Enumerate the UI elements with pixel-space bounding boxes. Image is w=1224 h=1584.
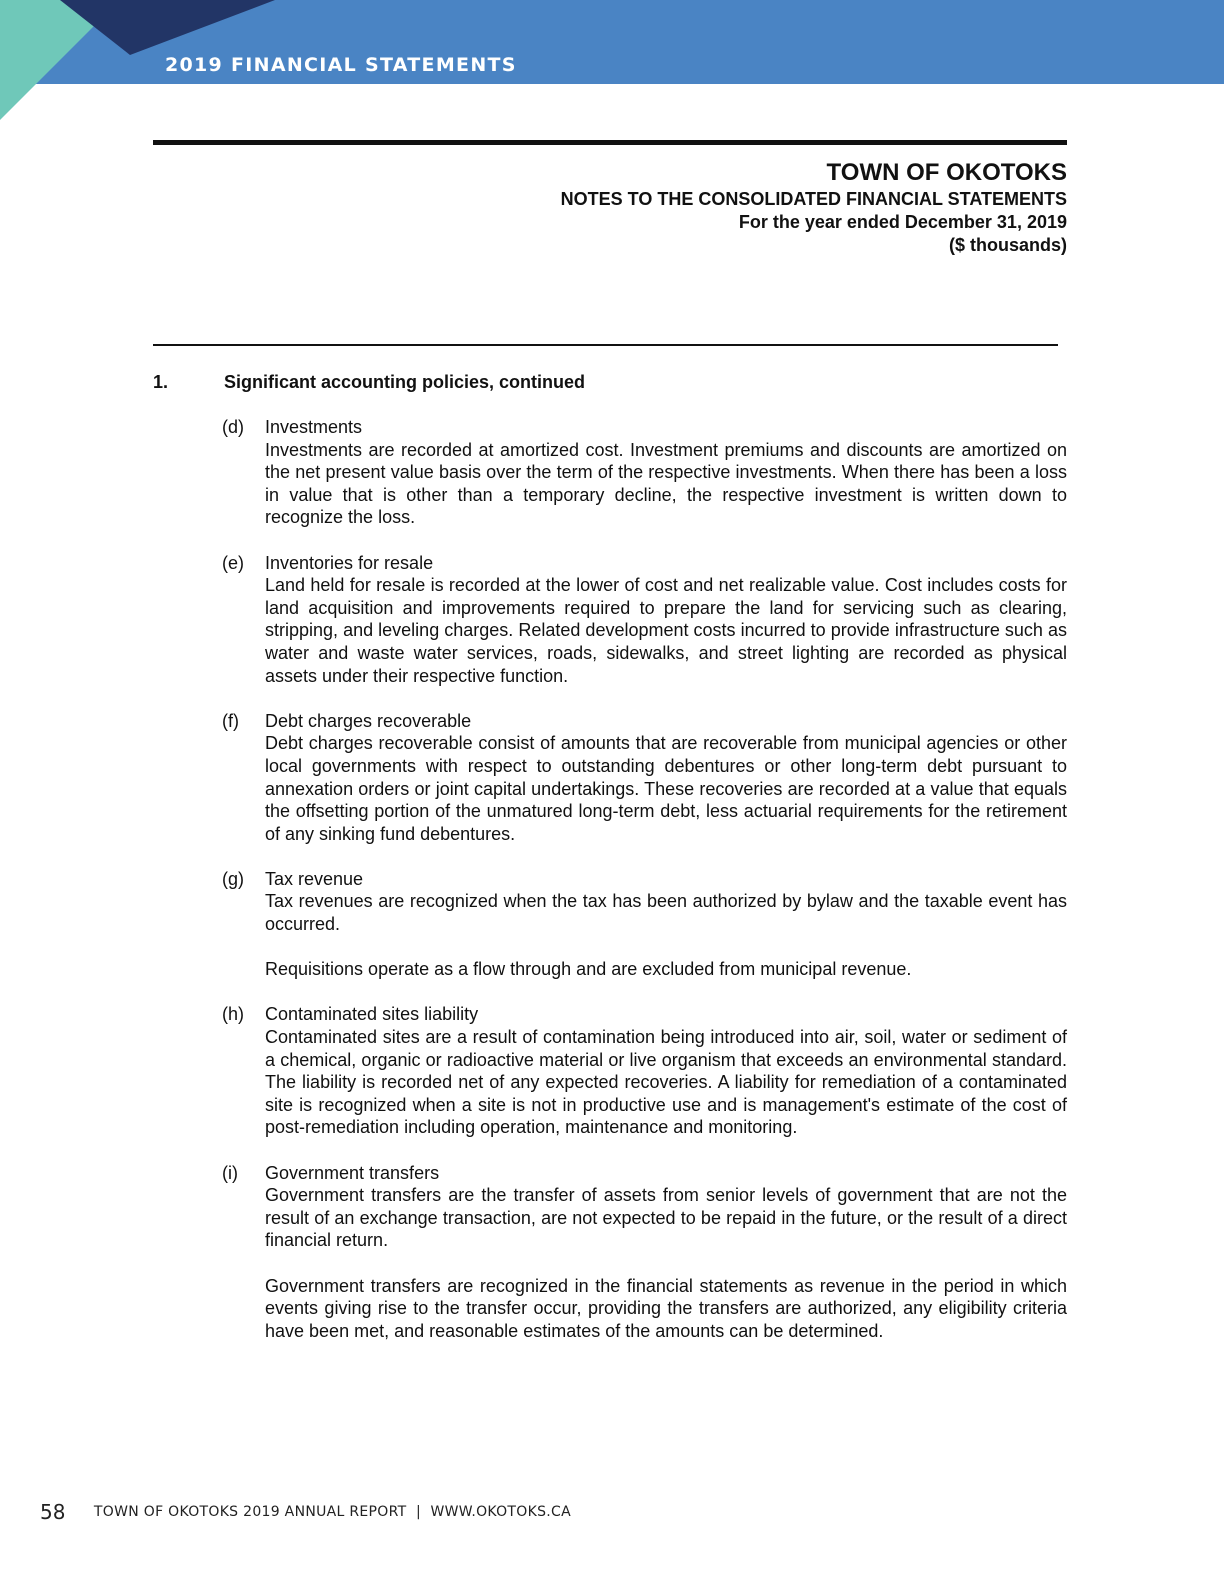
item-heading: Inventories for resale xyxy=(265,552,434,573)
policy-item-contaminated-sites xyxy=(222,1003,1067,1139)
footer-text: TOWN OF OKOTOKS 2019 ANNUAL REPORT | WWW.OKOTOKS.CA xyxy=(93,1504,571,1520)
section-title: Significant accounting policies, continued xyxy=(224,372,586,392)
policy-list xyxy=(222,416,1067,1365)
organization-name: TOWN OF OKOTOKS xyxy=(826,159,1067,186)
header-top-rule xyxy=(153,140,1067,145)
statement-header xyxy=(561,158,1067,257)
policy-item-inventories xyxy=(222,552,1067,688)
item-paragraph: Investments are recorded at amortized cost. Investment premiums and discounts are amortized on the net present value basis over the term of the respective investments. When there has been a loss in value that is other than a temporary decline, the respective investment is written down to recognize the loss. xyxy=(265,439,1067,528)
item-heading: Debt charges recoverable xyxy=(265,710,472,731)
item-paragraph: Requisitions operate as a flow through and are excluded from municipal revenue. xyxy=(265,959,912,980)
document-title: NOTES TO THE CONSOLIDATED FINANCIAL STATEMENTS xyxy=(560,189,1067,209)
item-paragraph: Contaminated sites are a result of contamination being introduced into air, soil, water or sediment of a chemical, organic or radioactive material or live organism that exceeds an environmental standard. The liability is recorded net of any expected recoveries. A liability for remediation of a contaminated site is recognized when a site is not in productive use and is management's estimate of the cost of post-remediation including operation, maintenance and monitoring. xyxy=(265,1027,1067,1138)
item-letter: (f) xyxy=(222,710,239,731)
item-letter: (g) xyxy=(222,868,244,889)
units-line: ($ thousands) xyxy=(948,235,1067,255)
item-heading: Contaminated sites liability xyxy=(265,1004,479,1025)
section-number: 1. xyxy=(153,372,169,392)
policy-item-tax-revenue xyxy=(222,868,1067,981)
item-paragraph: Debt charges recoverable consist of amounts that are recoverable from municipal agencies or other local governments with respect to outstanding debentures or other long-term debt pursuant to annexation orders or joint capital undertakings. These recoveries are recorded at a value that equals the offsetting portion of the unmatured long-term debt, less actuarial requirements for the retirement of any sinking fund debentures. xyxy=(265,733,1067,844)
header-banner xyxy=(0,0,1224,84)
item-paragraph: Land held for resale is recorded at the lower of cost and net realizable value. Cost includes costs for land acquisition and improvements required to prepare the land for servicing such as clearing, stripping, and leveling charges. Related development costs incurred to provide infrastructure such as water and waste water services, roads, sidewalks, and street lighting are recorded as physical assets under their respective function. xyxy=(265,575,1067,686)
item-heading: Government transfers xyxy=(265,1162,440,1183)
item-letter: (d) xyxy=(222,417,244,437)
policy-item-government-transfers xyxy=(222,1162,1067,1343)
item-letter: (e) xyxy=(222,552,244,573)
item-paragraph: Government transfers are recognized in the financial statements as revenue in the period in which events giving rise to the transfer occur, providing the transfers are authorized, any eligibility criteria have been met, and reasonable estimates of the amounts can be determined. xyxy=(265,1275,1067,1341)
item-paragraph: Government transfers are the transfer of assets from senior levels of government that are not the result of an exchange transaction, are not expected to be repaid in the future, or the result of a direct financial return. xyxy=(265,1185,1067,1251)
item-paragraph: Tax revenues are recognized when the tax has been authorized by bylaw and the taxable event has occurred. xyxy=(265,891,1067,935)
item-letter: (i) xyxy=(222,1162,238,1183)
policy-item-investments xyxy=(222,416,1067,529)
banner-title: 2019 FINANCIAL STATEMENTS xyxy=(165,54,517,76)
policy-item-debt-charges xyxy=(222,710,1067,846)
item-letter: (h) xyxy=(222,1004,244,1025)
item-heading: Tax revenue xyxy=(265,868,364,889)
page-footer xyxy=(40,1500,571,1524)
item-heading: Investments xyxy=(265,417,363,437)
page-number: 58 xyxy=(40,1500,66,1524)
header-bottom-rule xyxy=(153,344,1058,346)
period-line: For the year ended December 31, 2019 xyxy=(738,212,1067,232)
